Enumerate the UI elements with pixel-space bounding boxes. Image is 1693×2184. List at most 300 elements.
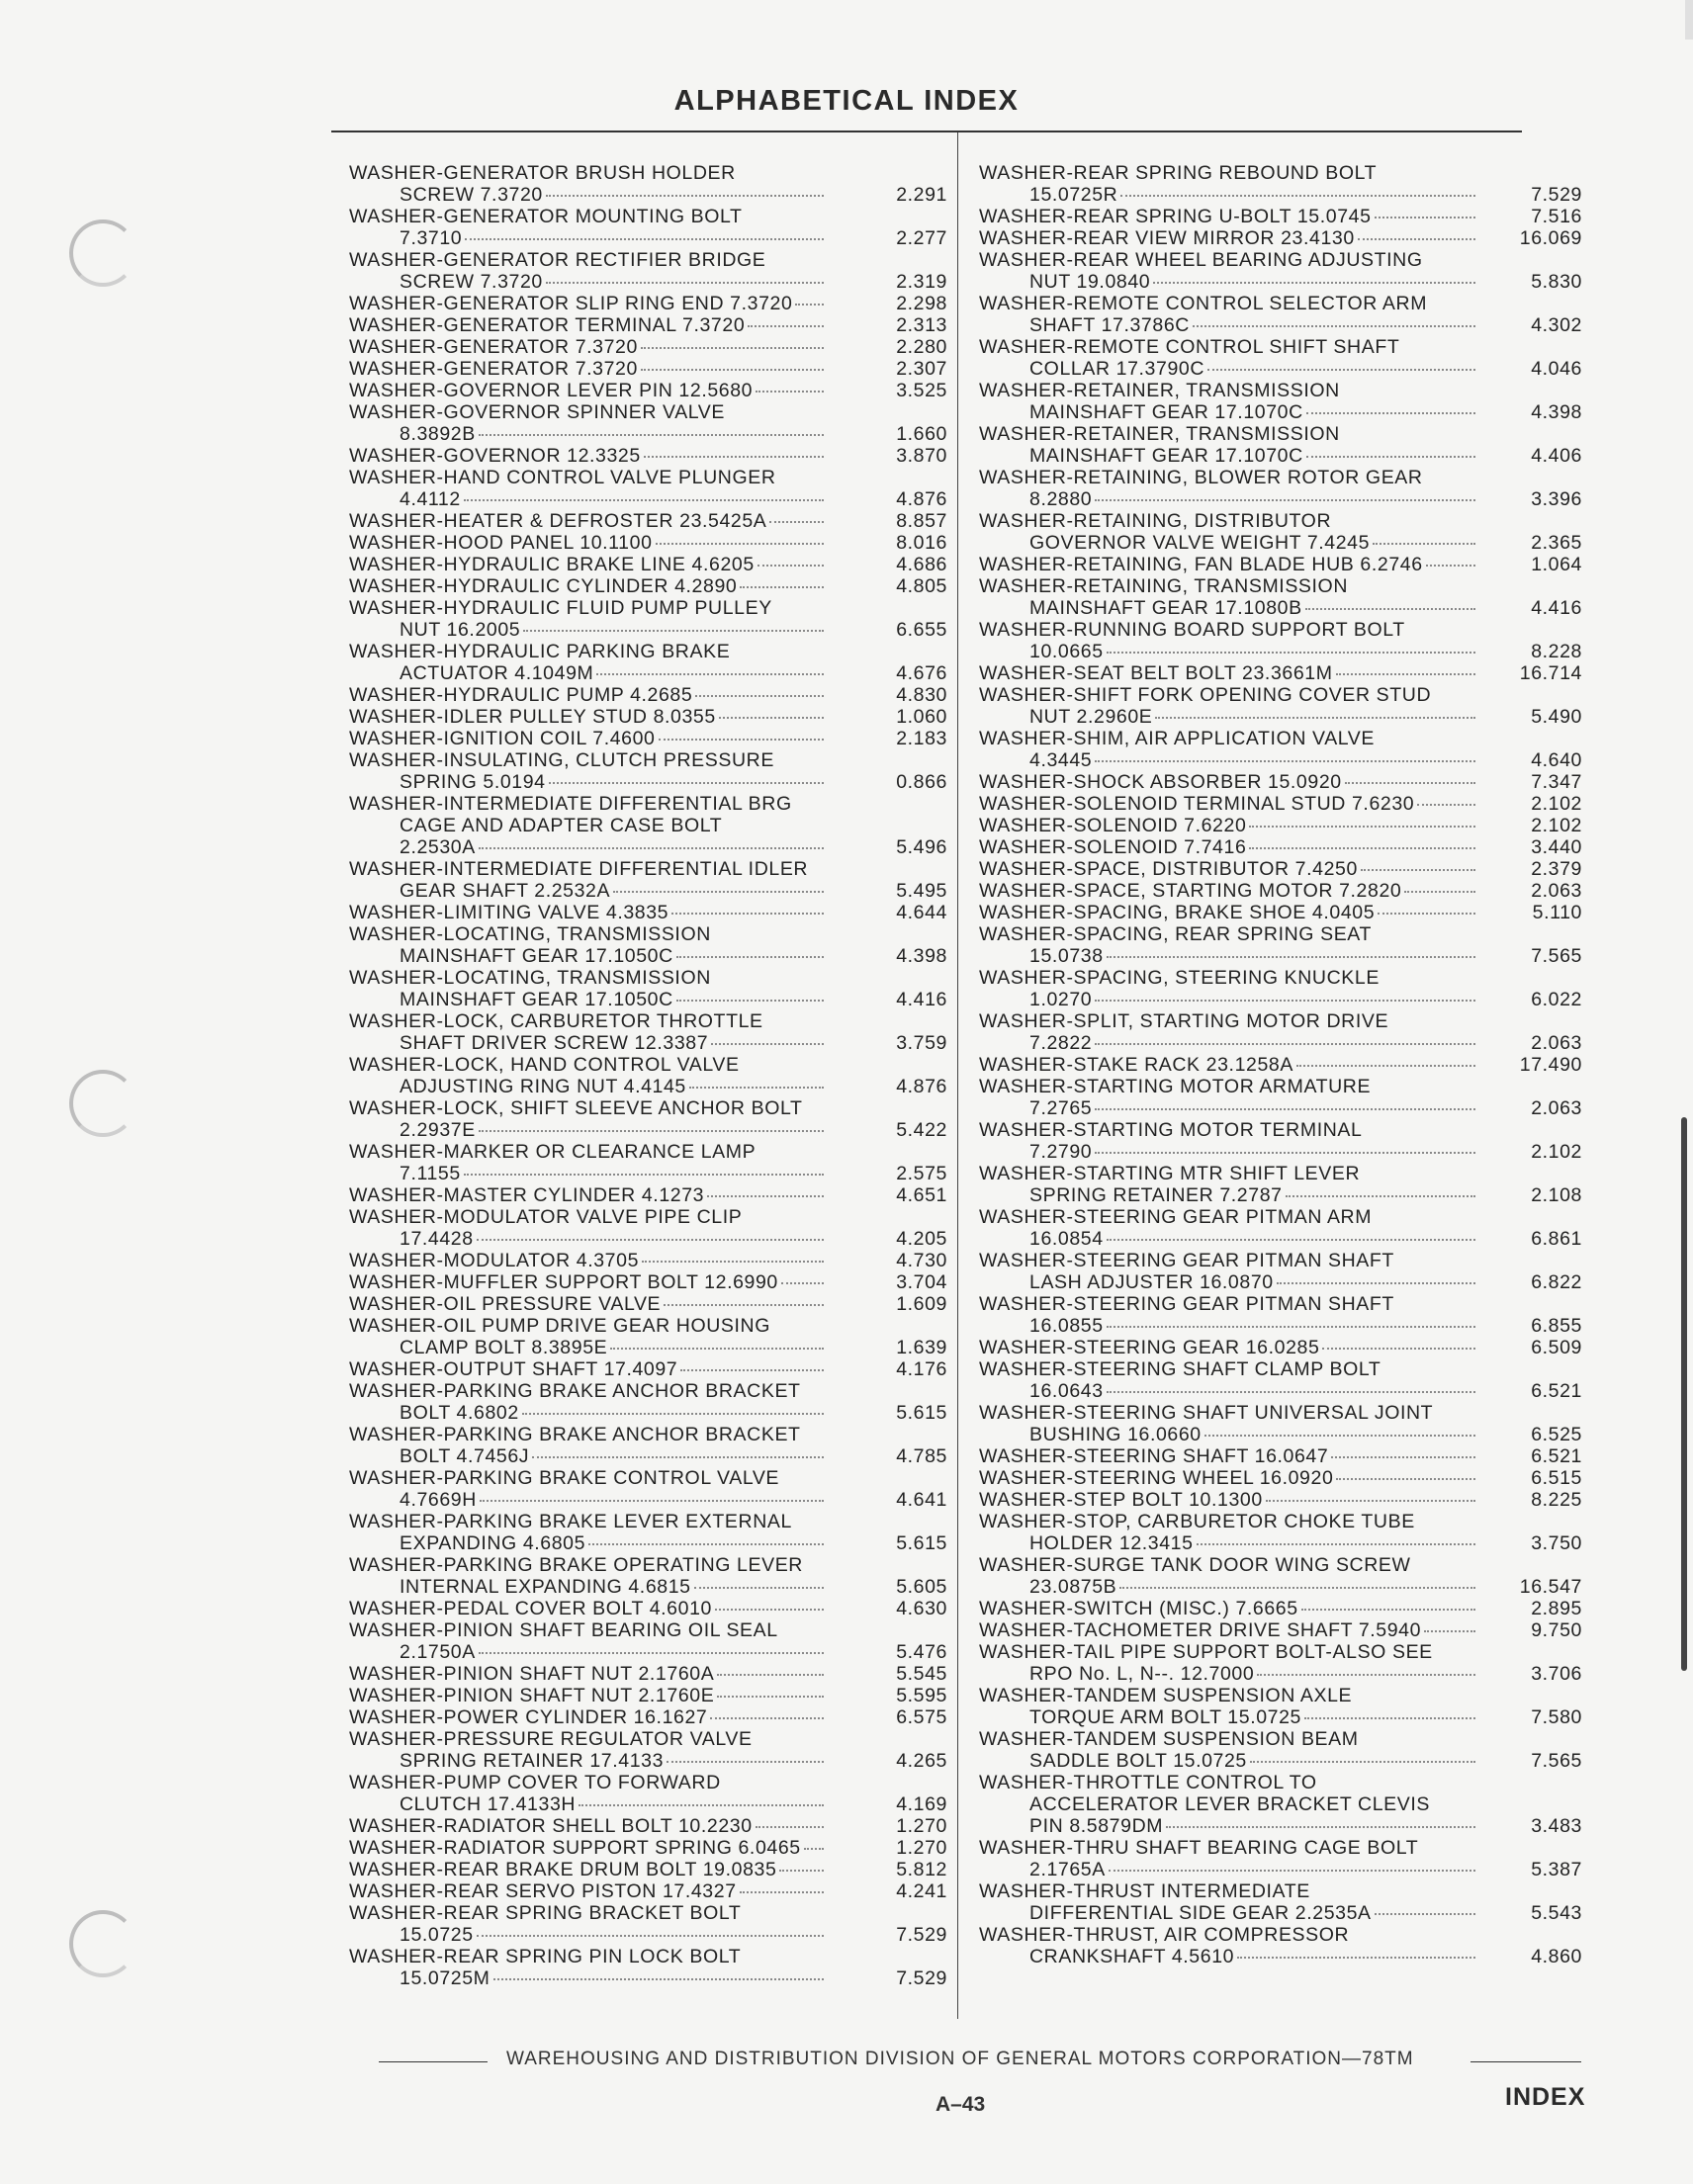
index-entry-text: 15.0725 <box>400 1924 474 1946</box>
index-entry-text: WASHER-REAR SPRING PIN LOCK BOLT <box>349 1946 742 1967</box>
index-entry-reference: 6.509 <box>1531 1337 1582 1358</box>
index-entry-line <box>349 728 947 749</box>
index-entry-reference: 16.714 <box>1519 662 1582 684</box>
index-entry-reference: 2.895 <box>1531 1598 1582 1619</box>
dot-leader <box>1095 1152 1475 1154</box>
index-entry-line <box>349 1119 947 1141</box>
index-entry-text: 2.2937E <box>400 1119 476 1141</box>
dot-leader <box>479 1130 824 1132</box>
index-entry-reference: 2.102 <box>1531 793 1582 815</box>
index-entry-text: GEAR SHAFT 2.2532A <box>400 880 611 902</box>
index-entry-text: WASHER-PUMP COVER TO FORWARD <box>349 1772 721 1793</box>
dot-leader <box>659 739 825 741</box>
dot-leader <box>1095 1000 1475 1002</box>
index-entry-line <box>349 1598 947 1619</box>
index-entry-reference: 2.307 <box>896 358 947 380</box>
index-entry-reference: 1.060 <box>896 706 947 728</box>
index-entry-line <box>979 880 1582 902</box>
index-entry <box>349 967 947 1010</box>
index-entry <box>349 749 947 793</box>
index-entry-line <box>349 1967 947 1989</box>
index-entry-line <box>349 314 947 336</box>
index-entry-line <box>979 749 1582 771</box>
index-entry <box>349 902 947 923</box>
index-entry-line <box>349 293 947 314</box>
index-entry-text: WASHER-SPACE, STARTING MOTOR 7.2820 <box>979 880 1402 902</box>
index-entry-text: HOLDER 12.3415 <box>1029 1532 1194 1554</box>
page-edge-shadow <box>1681 1117 1687 1671</box>
dot-leader <box>523 630 824 632</box>
dot-leader <box>779 1870 824 1872</box>
dot-leader <box>680 1369 824 1371</box>
index-entry <box>979 1250 1582 1293</box>
index-entry-line <box>979 1859 1582 1880</box>
index-entry-text: CRANKSHAFT 4.5610 <box>1029 1946 1235 1967</box>
index-entry-line <box>979 641 1582 662</box>
index-entry-line <box>979 1946 1582 1967</box>
index-entry-text: WASHER-RETAINING, DISTRIBUTOR <box>979 510 1332 532</box>
index-entry-line <box>349 510 947 532</box>
dot-leader <box>588 1543 824 1545</box>
index-entry-line <box>979 162 1582 184</box>
dot-leader <box>1373 543 1475 545</box>
index-entry-text: SPRING 5.0194 <box>400 771 546 793</box>
index-entry-text: WASHER-STEP BOLT 10.1300 <box>979 1489 1263 1511</box>
index-entry-reference: 3.750 <box>1531 1532 1582 1554</box>
index-entry <box>349 206 947 249</box>
dot-leader <box>1322 1348 1475 1350</box>
index-entry-reference: 8.225 <box>1531 1489 1582 1511</box>
index-entry-line <box>349 380 947 401</box>
index-entry-line <box>979 336 1582 358</box>
index-entry-text: BOLT 4.6802 <box>400 1402 519 1424</box>
index-entry <box>349 1271 947 1293</box>
index-entry-line <box>349 1663 947 1685</box>
index-entry-text: 2.1765A <box>1029 1859 1106 1880</box>
dot-leader <box>464 499 824 501</box>
index-entry-reference: 4.686 <box>896 554 947 575</box>
index-entry <box>349 1424 947 1467</box>
index-entry-line <box>979 945 1582 967</box>
index-entry-text: CAGE AND ADAPTER CASE BOLT <box>400 815 723 836</box>
index-entry-line <box>349 989 947 1010</box>
index-entry-line <box>349 1902 947 1924</box>
index-entry <box>349 1315 947 1358</box>
index-entry-text: 8.2880 <box>1029 488 1093 510</box>
index-entry-reference: 17.490 <box>1519 1054 1582 1076</box>
dot-leader <box>1107 1239 1475 1241</box>
index-entry-text: WASHER-STOP, CARBURETOR CHOKE TUBE <box>979 1511 1415 1532</box>
index-entry <box>979 1206 1582 1250</box>
index-entry-line <box>979 401 1582 423</box>
index-entry <box>979 771 1582 793</box>
index-entry-reference: 9.750 <box>1531 1619 1582 1641</box>
index-entry-line <box>349 1054 947 1076</box>
index-entry <box>979 227 1582 249</box>
dot-leader <box>1237 1957 1475 1959</box>
index-entry-reference: 6.861 <box>1531 1228 1582 1250</box>
index-entry-text: WASHER-SPLIT, STARTING MOTOR DRIVE <box>979 1010 1389 1032</box>
index-entry <box>979 423 1582 467</box>
index-entry-reference: 16.547 <box>1519 1576 1582 1598</box>
index-entry-line <box>349 771 947 793</box>
binder-hole-bottom <box>69 1910 136 1977</box>
index-entry-text: WASHER-SPACING, REAR SPRING SEAT <box>979 923 1372 945</box>
index-entry-reference: 2.108 <box>1531 1184 1582 1206</box>
index-entry-line <box>349 1402 947 1424</box>
index-entry-reference: 6.822 <box>1531 1271 1582 1293</box>
index-entry-reference: 4.860 <box>1531 1946 1582 1967</box>
index-entry-line <box>349 1315 947 1337</box>
index-entry <box>979 662 1582 684</box>
index-entry-text: WASHER-LOCATING, TRANSMISSION <box>349 923 711 945</box>
index-entry-reference: 0.866 <box>896 771 947 793</box>
index-entry <box>349 1837 947 1859</box>
dot-leader <box>711 1043 824 1045</box>
index-entry-text: 15.0738 <box>1029 945 1104 967</box>
index-entry-text: WASHER-PINION SHAFT NUT 2.1760E <box>349 1685 715 1706</box>
index-entry-reference: 5.545 <box>896 1663 947 1685</box>
index-entry-text: WASHER-GENERATOR 7.3720 <box>349 358 638 380</box>
index-entry <box>979 1685 1582 1728</box>
index-entry-line <box>979 1772 1582 1793</box>
index-entry <box>349 1728 947 1772</box>
index-entry-line <box>349 923 947 945</box>
index-entry <box>349 597 947 641</box>
index-entry <box>349 858 947 902</box>
index-entry-reference: 1.609 <box>896 1293 947 1315</box>
index-entry-text: WASHER-GENERATOR SLIP RING END 7.3720 <box>349 293 793 314</box>
index-entry-line <box>349 249 947 271</box>
index-entry-reference: 2.298 <box>896 293 947 314</box>
index-entry-line <box>979 1163 1582 1184</box>
index-entry <box>349 1097 947 1141</box>
index-entry-reference: 4.406 <box>1531 445 1582 467</box>
index-entry-text: WASHER-SOLENOID 7.6220 <box>979 815 1247 836</box>
index-entry-reference: 2.280 <box>896 336 947 358</box>
index-entry-text: WASHER-PINION SHAFT BEARING OIL SEAL <box>349 1619 778 1641</box>
index-entry-text: WASHER-RADIATOR SUPPORT SPRING 6.0465 <box>349 1837 801 1859</box>
dot-leader <box>695 695 824 697</box>
index-entry <box>979 1119 1582 1163</box>
index-entry-text: WASHER-THROTTLE CONTROL TO <box>979 1772 1317 1793</box>
index-entry-reference: 4.676 <box>896 662 947 684</box>
index-entry-reference: 8.857 <box>896 510 947 532</box>
dot-leader <box>1120 195 1475 197</box>
index-entry-text: 17.4428 <box>400 1228 474 1250</box>
dot-leader <box>1204 1435 1475 1437</box>
index-entry-reference: 6.575 <box>896 1706 947 1728</box>
index-entry-line <box>349 1837 947 1859</box>
index-entry <box>349 1859 947 1880</box>
dot-leader <box>1193 325 1475 327</box>
index-entry-reference: 5.830 <box>1531 271 1582 293</box>
index-entry-line <box>349 880 947 902</box>
index-entry-reference: 5.615 <box>896 1402 947 1424</box>
index-entry-reference: 7.529 <box>1531 184 1582 206</box>
dot-leader <box>1119 1587 1475 1589</box>
dot-leader <box>1306 412 1475 414</box>
index-entry <box>349 923 947 967</box>
index-entry-text: WASHER-INTERMEDIATE DIFFERENTIAL BRG <box>349 793 792 815</box>
index-entry <box>349 1772 947 1815</box>
index-entry <box>979 206 1582 227</box>
index-entry-text: WASHER-TANDEM SUSPENSION BEAM <box>979 1728 1359 1750</box>
index-entry-line <box>979 423 1582 445</box>
index-entry-line <box>979 793 1582 815</box>
dot-leader <box>1426 565 1475 567</box>
dot-leader <box>1378 913 1475 915</box>
index-entry-line <box>349 945 947 967</box>
index-entry-text: WASHER-PRESSURE REGULATOR VALVE <box>349 1728 753 1750</box>
index-entry <box>349 467 947 510</box>
index-entry <box>979 1489 1582 1511</box>
index-entry-text: WASHER-HEATER & DEFROSTER 23.5425A <box>349 510 767 532</box>
index-entry-line <box>349 184 947 206</box>
index-entry-text: WASHER-LOCATING, TRANSMISSION <box>349 967 711 989</box>
index-entry-line <box>979 1489 1582 1511</box>
index-entry-text: WASHER-HYDRAULIC BRAKE LINE 4.6205 <box>349 554 755 575</box>
index-entry-text: EXPANDING 4.6805 <box>400 1532 586 1554</box>
index-entry-line <box>979 1793 1582 1815</box>
index-entry-text: MAINSHAFT GEAR 17.1050C <box>400 989 673 1010</box>
dot-leader <box>1404 891 1475 893</box>
dot-leader <box>1301 1609 1475 1611</box>
dot-leader <box>756 391 824 393</box>
index-entry <box>979 510 1582 554</box>
index-entry <box>979 836 1582 858</box>
index-entry-line <box>349 1793 947 1815</box>
index-entry <box>979 967 1582 1010</box>
index-entry-reference: 2.063 <box>1531 880 1582 902</box>
index-entry <box>349 1880 947 1902</box>
index-entry-text: WASHER-OUTPUT SHAFT 17.4097 <box>349 1358 678 1380</box>
index-entry-line <box>979 815 1582 836</box>
index-entry-reference: 4.651 <box>896 1184 947 1206</box>
index-entry-text: WASHER-SOLENOID 7.7416 <box>979 836 1247 858</box>
index-entry <box>979 1293 1582 1337</box>
dot-leader <box>579 1804 824 1806</box>
index-entry-line <box>349 1228 947 1250</box>
index-entry-text: WASHER-STEERING SHAFT UNIVERSAL JOINT <box>979 1402 1434 1424</box>
dot-leader <box>641 347 824 349</box>
index-entry <box>979 575 1582 619</box>
index-entry <box>349 532 947 554</box>
index-entry-line <box>979 467 1582 488</box>
index-entry-text: WASHER-OIL PRESSURE VALVE <box>349 1293 662 1315</box>
index-entry-line <box>979 902 1582 923</box>
index-entry <box>979 1641 1582 1685</box>
index-entry-line <box>979 728 1582 749</box>
index-entry <box>979 336 1582 380</box>
index-entry-line <box>349 1619 947 1641</box>
index-entry-line <box>349 1467 947 1489</box>
index-entry <box>979 1054 1582 1076</box>
index-entry-text: 2.1750A <box>400 1641 476 1663</box>
index-entry-line <box>979 314 1582 336</box>
dot-leader <box>1197 1543 1475 1545</box>
index-entry <box>349 1054 947 1097</box>
index-entry-text: WASHER-INTERMEDIATE DIFFERENTIAL IDLER <box>349 858 809 880</box>
dot-leader <box>694 1587 824 1589</box>
dot-leader <box>710 1717 824 1719</box>
index-entry-reference: 2.319 <box>896 271 947 293</box>
dot-leader <box>676 956 824 958</box>
index-entry-reference: 7.516 <box>1531 206 1582 227</box>
index-entry-line <box>349 1076 947 1097</box>
index-entry <box>979 1445 1582 1467</box>
index-entry <box>979 1728 1582 1772</box>
index-entry-text: WASHER-STARTING MTR SHIFT LEVER <box>979 1163 1361 1184</box>
dot-leader <box>479 847 824 849</box>
index-entry-reference: 5.812 <box>896 1859 947 1880</box>
index-entry-line <box>349 1815 947 1837</box>
index-entry-reference: 4.169 <box>896 1793 947 1815</box>
index-entry-text: WASHER-STARTING MOTOR TERMINAL <box>979 1119 1363 1141</box>
index-entry <box>349 1511 947 1554</box>
index-entry-line <box>979 1010 1582 1032</box>
dot-leader <box>464 1174 824 1176</box>
index-entry-line <box>349 423 947 445</box>
index-entry-line <box>979 532 1582 554</box>
index-entry <box>979 1358 1582 1402</box>
index-entry <box>979 619 1582 662</box>
index-entry-line <box>349 1554 947 1576</box>
index-entry-text: WASHER-STEERING SHAFT 16.0647 <box>979 1445 1329 1467</box>
index-entry-line <box>349 1032 947 1054</box>
index-entry <box>349 554 947 575</box>
index-entry-line <box>349 858 947 880</box>
section-label: INDEX <box>1505 2083 1586 2111</box>
index-entry-text: 16.0854 <box>1029 1228 1104 1250</box>
index-entry <box>979 880 1582 902</box>
index-entry-text: MAINSHAFT GEAR 17.1080B <box>1029 597 1302 619</box>
index-entry-reference: 2.277 <box>896 227 947 249</box>
index-entry-text: WASHER-GENERATOR BRUSH HOLDER <box>349 162 736 184</box>
index-entry <box>979 923 1582 967</box>
index-entry-text: 16.0643 <box>1029 1380 1104 1402</box>
index-entry-reference: 2.102 <box>1531 1141 1582 1163</box>
index-column-left <box>349 162 947 1989</box>
index-entry-line <box>349 1880 947 1902</box>
index-entry-line <box>349 401 947 423</box>
index-entry-line <box>979 1685 1582 1706</box>
index-entry-line <box>349 1184 947 1206</box>
dot-leader <box>740 586 824 588</box>
index-entry <box>349 728 947 749</box>
index-entry-line <box>349 1337 947 1358</box>
index-entry-line <box>349 706 947 728</box>
index-entry-reference: 1.270 <box>896 1837 947 1859</box>
column-divider <box>957 132 958 2019</box>
dot-leader <box>719 717 824 719</box>
index-entry-line <box>979 1663 1582 1685</box>
index-entry-line <box>349 1293 947 1315</box>
index-entry-line <box>349 836 947 858</box>
index-entry <box>979 1010 1582 1054</box>
dot-leader <box>1095 1043 1475 1045</box>
index-entry-line <box>979 1206 1582 1228</box>
index-entry-line <box>349 162 947 184</box>
index-entry-text: BOLT 4.7456J <box>400 1445 530 1467</box>
index-entry-line <box>979 1728 1582 1750</box>
index-entry-line <box>349 532 947 554</box>
index-entry-reference: 5.605 <box>896 1576 947 1598</box>
index-entry-text: WASHER-TANDEM SUSPENSION AXLE <box>979 1685 1353 1706</box>
index-entry <box>349 1250 947 1271</box>
dot-leader <box>795 304 824 306</box>
index-entry-line <box>979 358 1582 380</box>
footer-text: WAREHOUSING AND DISTRIBUTION DIVISION OF GENERAL MOTORS CORPORATION—78TM <box>506 2049 1414 2069</box>
index-entry-line <box>979 206 1582 227</box>
index-entry-line <box>979 249 1582 271</box>
index-entry-line <box>979 662 1582 684</box>
index-entry-text: WASHER-STARTING MOTOR ARMATURE <box>979 1076 1372 1097</box>
index-entry-text: LASH ADJUSTER 16.0870 <box>1029 1271 1274 1293</box>
index-entry-text: WASHER-REMOTE CONTROL SELECTOR ARM <box>979 293 1428 314</box>
index-entry-reference: 1.639 <box>896 1337 947 1358</box>
index-entry <box>349 1358 947 1380</box>
dot-leader <box>748 325 824 327</box>
index-entry-line <box>979 1902 1582 1924</box>
index-entry-reference: 5.490 <box>1531 706 1582 728</box>
index-entry-line <box>979 1250 1582 1271</box>
dot-leader <box>1107 652 1475 654</box>
index-entry-text: WASHER-SWITCH (MISC.) 7.6665 <box>979 1598 1298 1619</box>
index-entry-line <box>979 1750 1582 1772</box>
index-entry-line <box>349 554 947 575</box>
index-entry-reference: 4.830 <box>896 684 947 706</box>
index-entry-text: ACCELERATOR LEVER BRACKET CLEVIS <box>1029 1793 1430 1815</box>
index-entry <box>349 1619 947 1663</box>
dot-leader <box>1286 1195 1475 1197</box>
index-entry-line <box>979 1119 1582 1141</box>
index-entry-text: WASHER-HYDRAULIC PUMP 4.2685 <box>349 684 693 706</box>
index-entry-text: 4.3445 <box>1029 749 1093 771</box>
binder-hole-middle <box>69 1070 136 1137</box>
dot-leader <box>664 1304 824 1306</box>
index-entry-reference: 6.022 <box>1531 989 1582 1010</box>
index-entry-reference: 4.644 <box>896 902 947 923</box>
index-entry-line <box>349 619 947 641</box>
index-entry-line <box>349 1445 947 1467</box>
index-entry-line <box>349 902 947 923</box>
index-entry-text: WASHER-SHOCK ABSORBER 15.0920 <box>979 771 1342 793</box>
index-entry-reference: 2.291 <box>896 184 947 206</box>
index-entry-text: WASHER-HYDRAULIC PARKING BRAKE <box>349 641 731 662</box>
index-entry-text: MAINSHAFT GEAR 17.1050C <box>400 945 673 967</box>
index-entry-line <box>979 1706 1582 1728</box>
index-entry <box>979 1163 1582 1206</box>
index-entry-text: WASHER-HAND CONTROL VALVE PLUNGER <box>349 467 776 488</box>
dot-leader <box>769 521 824 523</box>
index-entry-text: SHAFT DRIVER SCREW 12.3387 <box>400 1032 709 1054</box>
index-entry-text: WASHER-STAKE RACK 23.1258A <box>979 1054 1293 1076</box>
index-entry-line <box>349 1271 947 1293</box>
index-entry-line <box>349 749 947 771</box>
index-entry-line <box>979 1532 1582 1554</box>
index-entry-line <box>979 1380 1582 1402</box>
index-entry-text: WASHER-GENERATOR RECTIFIER BRIDGE <box>349 249 766 271</box>
index-entry-text: WASHER-RETAINING, TRANSMISSION <box>979 575 1348 597</box>
index-entry-line <box>349 1728 947 1750</box>
index-entry-text: WASHER-PARKING BRAKE ANCHOR BRACKET <box>349 1424 801 1445</box>
index-entry-line <box>979 380 1582 401</box>
dot-leader <box>1424 1630 1475 1632</box>
dot-leader <box>1095 760 1475 762</box>
index-entry-line <box>979 1467 1582 1489</box>
index-entry <box>979 684 1582 728</box>
